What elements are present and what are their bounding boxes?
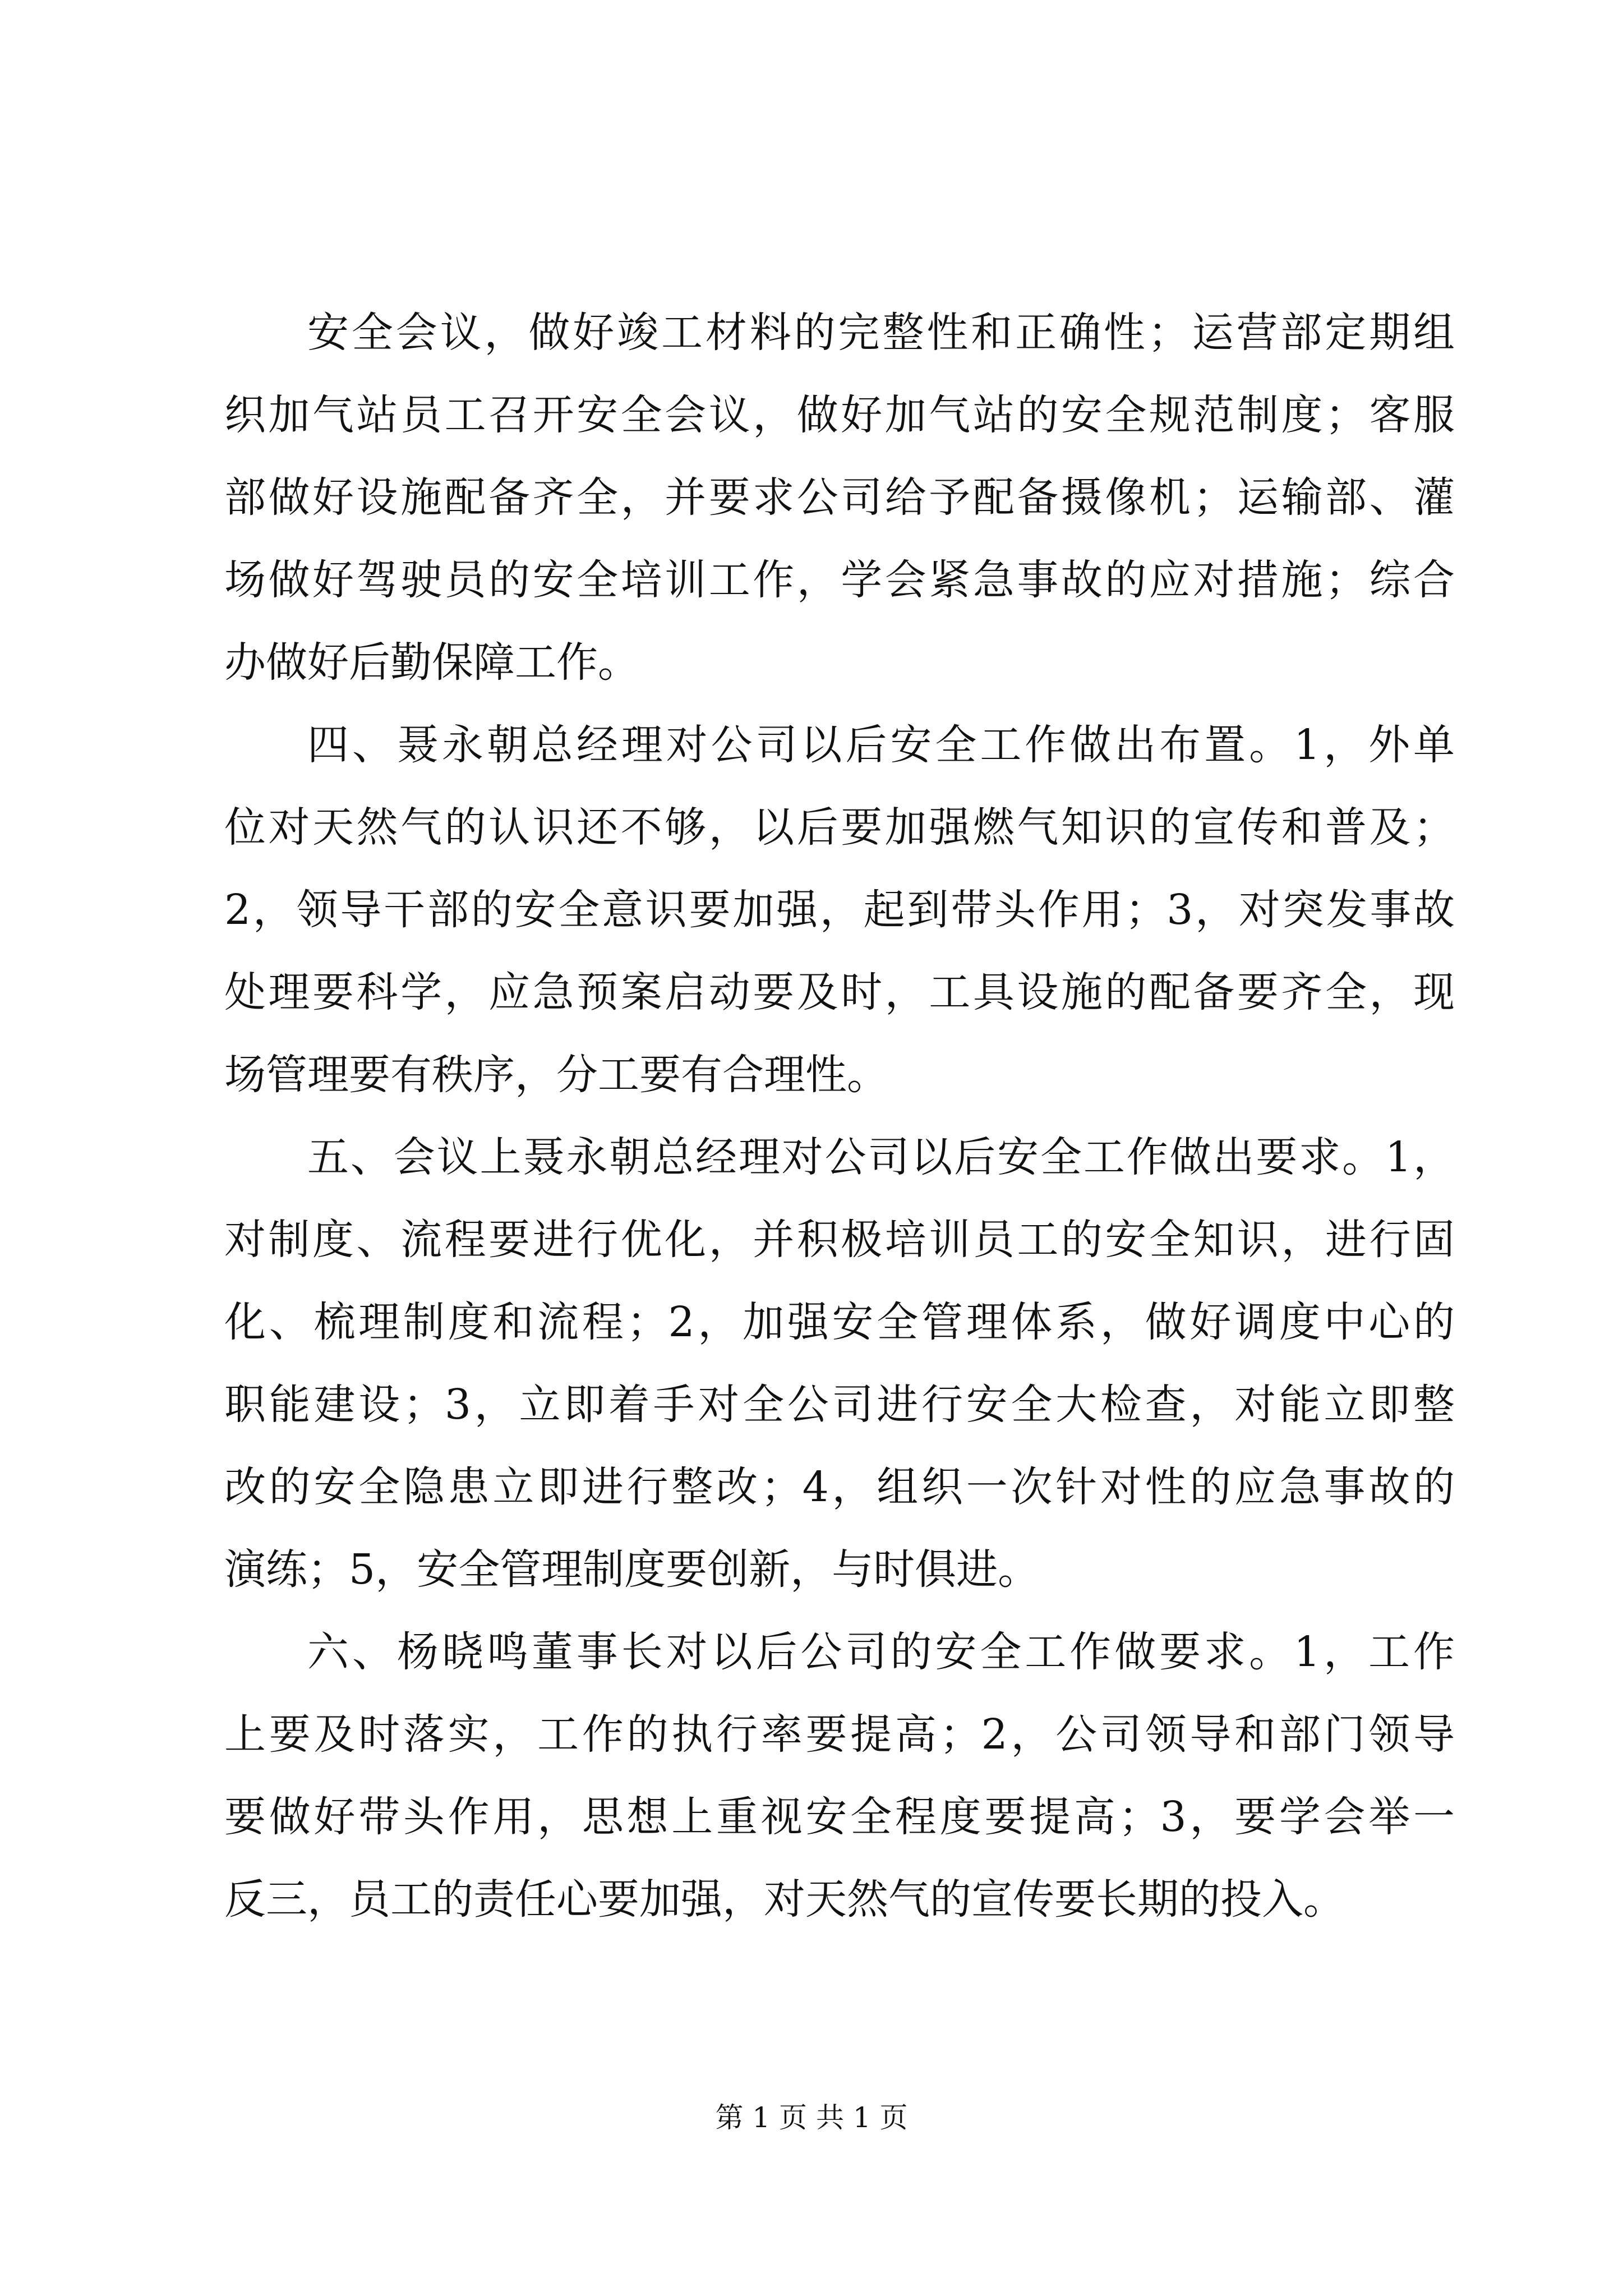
text-line: 改的安全隐患立即进行整改；4，组织一次针对性的应急事故的 bbox=[224, 1463, 1455, 1511]
text-line: 场做好驾驶员的安全培训工作，学会紧急事故的应对措施；综合 bbox=[224, 556, 1455, 604]
text-line: 化、梳理制度和流程；2，加强安全管理体系，做好调度中心的 bbox=[224, 1298, 1455, 1346]
text-line: 上要及时落实，工作的执行率要提高；2，公司领导和部门领导 bbox=[224, 1710, 1455, 1759]
text-line: 对制度、流程要进行优化，并积极培训员工的安全知识，进行固 bbox=[224, 1216, 1455, 1264]
text-line: 2，领导干部的安全意识要加强，起到带头作用；3，对突发事故 bbox=[224, 886, 1455, 934]
text-line: 职能建设；3，立即着手对全公司进行安全大检查，对能立即整 bbox=[224, 1381, 1455, 1429]
text-line: 位对天然气的认识还不够，以后要加强燃气知识的宣传和普及； bbox=[224, 803, 1455, 852]
text-line: 反三，员工的责任心要加强，对天然气的宣传要长期的投入。 bbox=[224, 1875, 1345, 1924]
document-body bbox=[224, 292, 1455, 1941]
text-line: 演练；5，安全管理制度要创新，与时俱进。 bbox=[224, 1545, 1040, 1594]
text-line: 部做好设施配备齐全，并要求公司给予配备摄像机；运输部、灌 bbox=[224, 473, 1455, 522]
text-line: 安全会议，做好竣工材料的完整性和正确性；运营部定期组 bbox=[307, 309, 1455, 357]
text-line: 办做好后勤保障工作。 bbox=[224, 638, 639, 687]
text-line: 织加气站员工召开安全会议，做好加气站的安全规范制度；客服 bbox=[224, 391, 1455, 439]
text-line: 要做好带头作用，思想上重视安全程度要提高；3，要学会举一 bbox=[224, 1793, 1455, 1841]
paragraph-4-line: 四、聂永朝总经理对公司以后安全工作做出布置。1，外单 bbox=[307, 721, 1455, 769]
page-number-footer: 第 1 页 共 1 页 bbox=[715, 2101, 908, 2134]
text-line: 场管理要有秩序，分工要有合理性。 bbox=[224, 1051, 888, 1099]
paragraph-6-line: 六、杨晓鸣董事长对以后公司的安全工作做要求。1，工作 bbox=[307, 1628, 1455, 1676]
paragraph-5-line: 五、会议上聂永朝总经理对公司以后安全工作做出要求。1， bbox=[307, 1133, 1455, 1181]
text-line: 处理要科学，应急预案启动要及时，工具设施的配备要齐全，现 bbox=[224, 968, 1455, 1016]
